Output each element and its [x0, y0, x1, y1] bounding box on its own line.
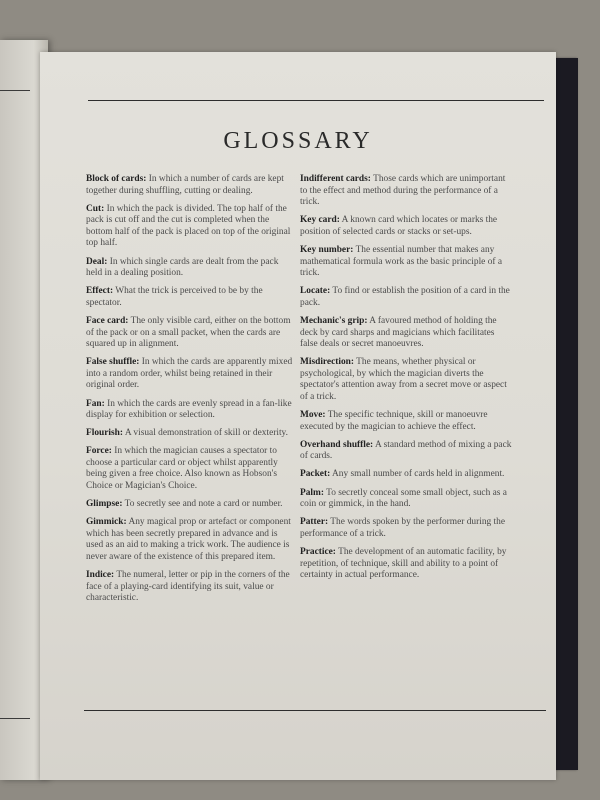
glossary-term: Block of cards:	[86, 174, 147, 184]
glossary-entry	[300, 245, 512, 280]
glossary-entry	[300, 286, 512, 309]
glossary-definition: Any small number of cards held in alignment.	[332, 469, 505, 480]
glossary-column-right	[300, 174, 512, 588]
glossary-entry	[300, 517, 512, 540]
glossary-term: Locate:	[300, 286, 331, 297]
glossary-term: Face card:	[86, 315, 129, 326]
glossary-term: Force:	[86, 446, 112, 457]
glossary-definition: The development of an automatic facility, by repetition, of technique, skill and ability to a point of certainty in actual performance.	[300, 546, 507, 581]
glossary-entry	[300, 357, 512, 403]
glossary-term: Key number:	[300, 244, 354, 255]
glossary-entry	[300, 469, 512, 481]
glossary-term: Mechanic's grip:	[300, 315, 368, 326]
glossary-term: Deal:	[86, 256, 108, 267]
top-rule	[88, 100, 544, 101]
glossary-term: Packet:	[300, 469, 331, 480]
glossary-definition: In which the cards are evenly spread in a fan-like display for exhibition or selection.	[86, 398, 292, 421]
facing-page-rule	[0, 718, 30, 719]
glossary-definition: A known card which locates or marks the position of selected cards or stacks or set-ups.	[300, 215, 498, 237]
glossary-entry	[300, 440, 512, 463]
page-title: GLOSSARY	[223, 128, 373, 155]
glossary-definition: The means, whether physical or psychological, by which the magician diverts the spectator's attention away from a secret move or aspect of a trick.	[300, 357, 507, 402]
glossary-definition: To secretly conceal some small object, such as a coin or gimmick, in the hand.	[300, 487, 507, 510]
glossary-definition: To find or establish the position of a card in the pack.	[300, 286, 510, 308]
glossary-term: Glimpse:	[86, 499, 123, 510]
glossary-definition: In which single cards are dealt from the pack held in a dealing position.	[86, 256, 279, 279]
glossary-entry	[86, 204, 294, 250]
glossary-definition: In which the magician causes a spectator to choose a particular card or object whilst apparently being given a free choice. Also known as Hobson's Choice or Magician's Choice.	[86, 446, 278, 492]
glossary-entry	[300, 215, 512, 238]
facing-page-rule	[0, 90, 30, 91]
book-page	[40, 52, 556, 780]
glossary-entry	[86, 174, 294, 197]
glossary-entry	[86, 499, 294, 511]
glossary-term: Indice:	[86, 570, 115, 581]
glossary-entry	[86, 257, 294, 280]
glossary-definition: A favoured method of holding the deck by card sharps and magicians which facilitates false deals or secret manoeuvres.	[300, 315, 497, 350]
glossary-term: Overhand shuffle:	[300, 439, 374, 450]
glossary-entry	[300, 488, 512, 511]
glossary-definition: In which the cards are apparently mixed into a random order, whilst being retained in their original order.	[86, 357, 293, 391]
glossary-entry	[86, 446, 294, 492]
bottom-rule	[84, 710, 546, 711]
glossary-definition: In which the pack is divided. The top half of the pack is cut off and the cut is completed when the bottom half of the pack is placed on top of the original top half.	[86, 203, 291, 249]
glossary-term: Move:	[300, 410, 326, 421]
glossary-term: Gimmick:	[86, 517, 127, 528]
glossary-entry	[86, 316, 294, 351]
glossary-term: Flourish:	[86, 428, 123, 439]
glossary-term: Fan:	[86, 398, 105, 409]
glossary-entry	[86, 357, 294, 392]
glossary-definition: Any magical prop or artefact or component which has been secretly prepared in advance and is used as an aid to making a trick work. The audience is never aware of the existence of this prepared item.	[86, 517, 291, 563]
glossary-entry	[86, 286, 294, 309]
glossary-definition: The words spoken by the performer during the performance of a trick.	[300, 517, 505, 539]
glossary-entry	[86, 570, 294, 605]
glossary-term: Misdirection:	[300, 357, 354, 368]
glossary-definition: The only visible card, either on the bottom of the pack or on a small packet, when the cards are squared up in alignment.	[86, 315, 291, 350]
glossary-entry	[86, 428, 294, 440]
glossary-definition: The numeral, letter or pip in the corners of the face of a playing-card identifying its suit, value or characteristic.	[86, 570, 290, 604]
glossary-entry	[300, 316, 512, 351]
glossary-term: False shuffle:	[86, 357, 140, 368]
glossary-entry	[300, 547, 512, 582]
glossary-entry	[300, 174, 512, 209]
glossary-definition: The essential number that makes any mathematical formula work as the basic principle of a trick.	[300, 244, 503, 279]
glossary-definition: A standard method of mixing a pack of cards.	[300, 439, 512, 462]
glossary-definition: The specific technique, skill or manoeuvre executed by the magician to achieve the effect.	[300, 410, 488, 432]
glossary-term: Indifferent cards:	[300, 174, 371, 184]
glossary-term: Cut:	[86, 203, 105, 214]
glossary-definition: A visual demonstration of skill or dexterity.	[124, 428, 288, 439]
glossary-term: Practice:	[300, 546, 336, 557]
glossary-entry	[300, 410, 512, 433]
glossary-definition: To secretly see and note a card or number.	[124, 499, 283, 510]
glossary-definition: What the trick is perceived to be by the spectator.	[86, 286, 263, 308]
glossary-definition: Those cards which are unimportant to the effect and method during the performance of a trick.	[300, 174, 506, 208]
glossary-entry	[86, 399, 294, 422]
glossary-entry	[86, 517, 294, 563]
glossary-column-left	[86, 174, 294, 611]
glossary-definition: In which a number of cards are kept together during shuffling, cutting or dealing.	[86, 174, 284, 196]
glossary-term: Palm:	[300, 487, 324, 498]
glossary-term: Effect:	[86, 286, 114, 297]
glossary-term: Patter:	[300, 517, 329, 528]
glossary-term: Key card:	[300, 215, 340, 226]
